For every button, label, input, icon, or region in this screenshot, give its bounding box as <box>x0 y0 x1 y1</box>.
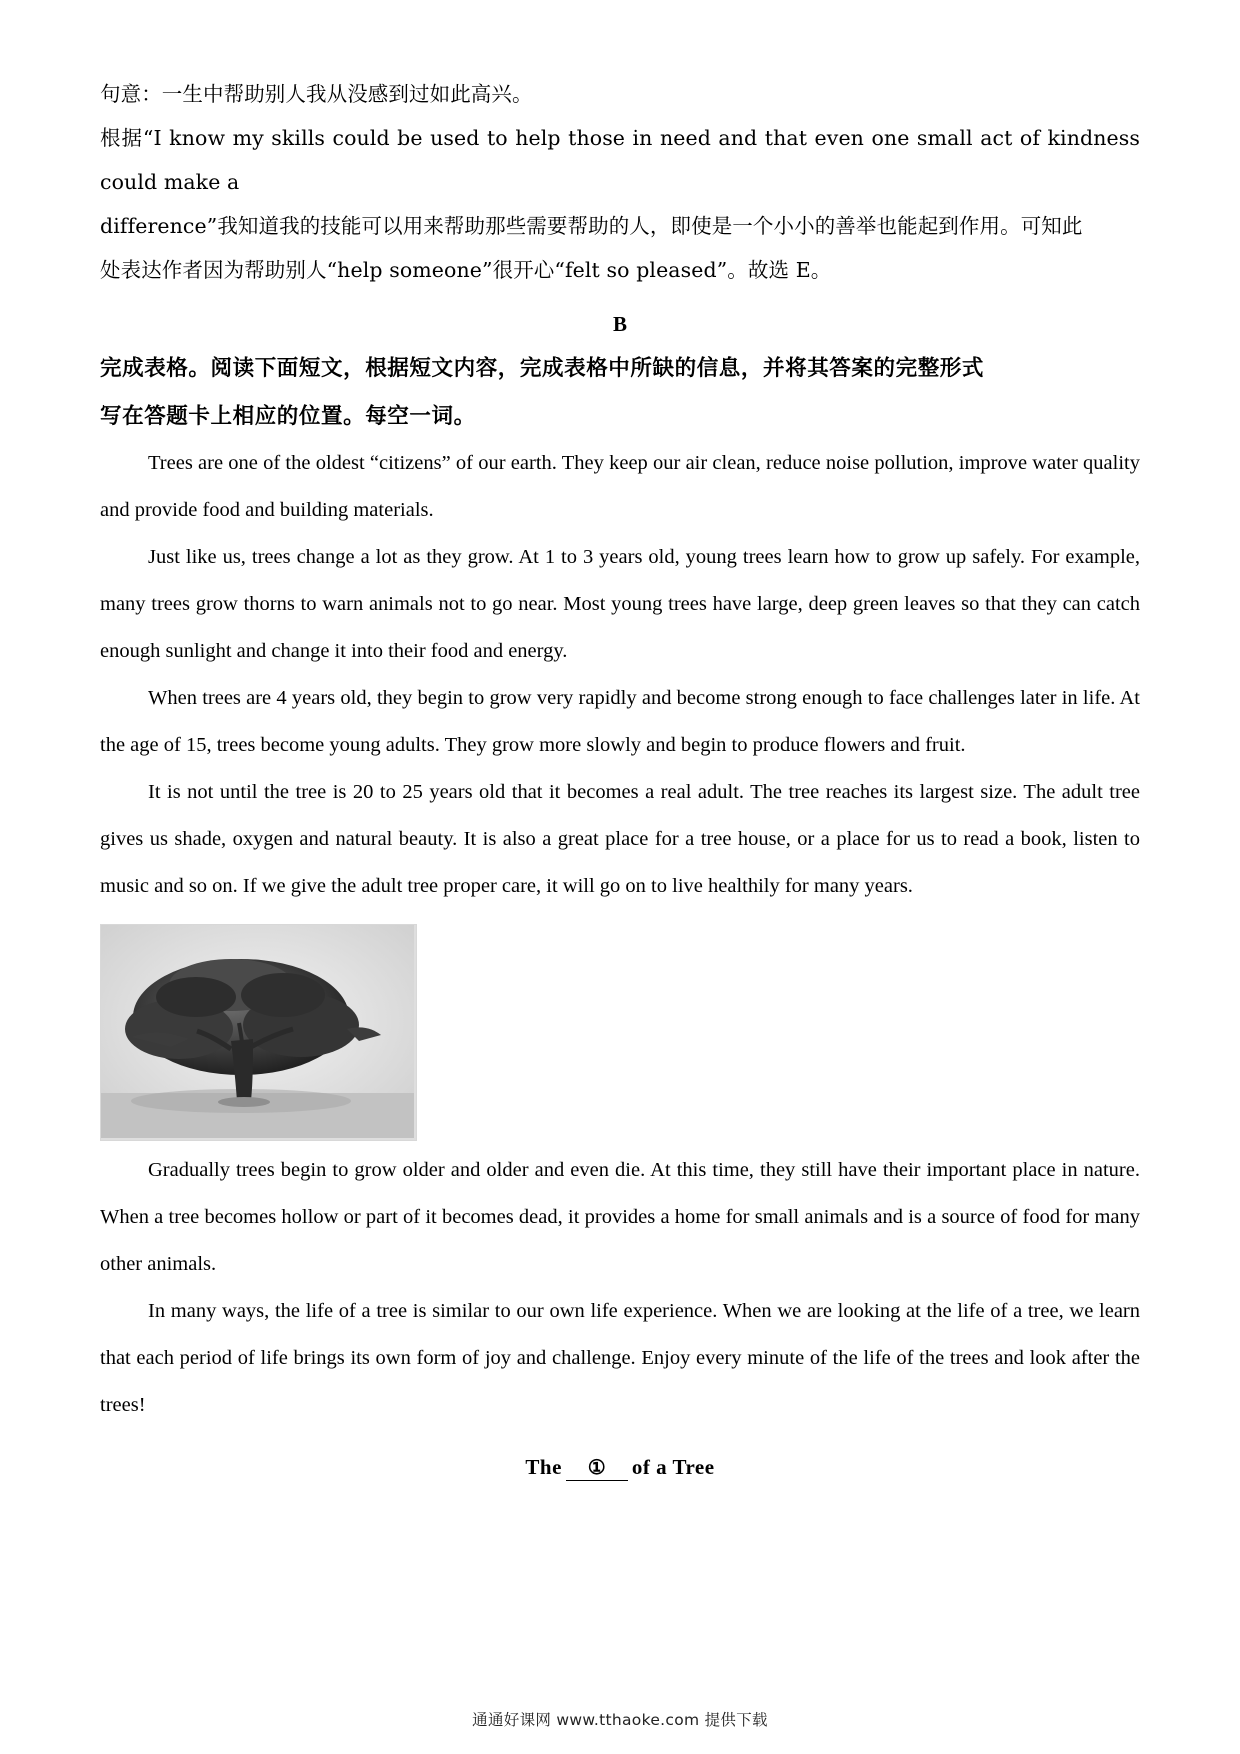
table-title-suffix: of a Tree <box>631 1455 715 1479</box>
passage-paragraph: Trees are one of the oldest “citizens” of our earth. They keep our air clean, reduce noise pollution, improve water quality and provide food and building materials. <box>100 452 1140 521</box>
analysis-block <box>100 72 1140 292</box>
passage-paragraph: When trees are 4 years old, they begin to grow very rapidly and become strong enough to face challenges later in life. At the age of 15, trees become young adults. They grow more slowly and begin to produce flowers and fruit. <box>100 687 1140 756</box>
tree-figure <box>100 924 1140 1141</box>
passage-paragraph: Just like us, trees change a lot as they grow. At 1 to 3 years old, young trees learn how to grow up safely. For example, many trees grow thorns to warn animals not to go near. Most young trees have large, deep green leaves so that they can catch enough sunlight and change it into their food and energy. <box>100 546 1140 662</box>
section-letter: B <box>612 312 627 336</box>
analysis-meaning: 句意：一生中帮助别人我从没感到过如此高兴。 <box>100 82 533 106</box>
section-instruction-line-1: 完成表格。阅读下面短文，根据短文内容，完成表格中所缺的信息，并将其答案的完整形式 <box>100 356 985 381</box>
passage-paragraph: It is not until the tree is 20 to 25 years old that it becomes a real adult. The tree reaches its largest size. The adult tree gives us shade, oxygen and natural beauty. It is also a great place for a tree house, or a place for us to read a book, listen to music and so on. If we give the adult tree proper care, it will go on to live healthily for many years. <box>100 781 1140 897</box>
analysis-explanation-line-2: difference”我知道我的技能可以用来帮助那些需要帮助的人，即使是一个小小的善举也能起到作用。可知此 <box>100 214 1083 238</box>
passage-paragraph: Gradually trees begin to grow older and older and even die. At this time, they still have their important place in nature. When a tree becomes hollow or part of it becomes dead, it provides a home for small animals and is a source of food for many other animals. <box>100 1159 1140 1275</box>
table-title <box>100 1455 1140 1481</box>
blank-number-1: ① <box>566 1455 628 1481</box>
section-instruction-line-2: 写在答题卡上相应的位置。每空一词。 <box>100 404 476 429</box>
passage-paragraph: In many ways, the life of a tree is similar to our own life experience. When we are looking at the life of a tree, we learn that each period of life brings its own form of joy and challenge. Enjoy every minute of the life of the trees and look after the trees! <box>100 1300 1140 1416</box>
tree-image <box>100 924 417 1141</box>
analysis-explanation-line-3: 处表达作者因为帮助别人“help someone”很开心“felt so pleased”。故选 E。 <box>100 258 832 282</box>
tree-illustration <box>101 925 414 1138</box>
passage-body-continued <box>100 1147 1140 1429</box>
table-title-prefix: The <box>525 1455 562 1479</box>
footer-watermark: 通通好课网 www.tthaoke.com 提供下载 <box>472 1711 768 1729</box>
passage-body <box>100 440 1140 910</box>
analysis-explanation-line-1: 根据“I know my skills could be used to help those in need and that even one small act of kindness could make a <box>100 126 1140 194</box>
